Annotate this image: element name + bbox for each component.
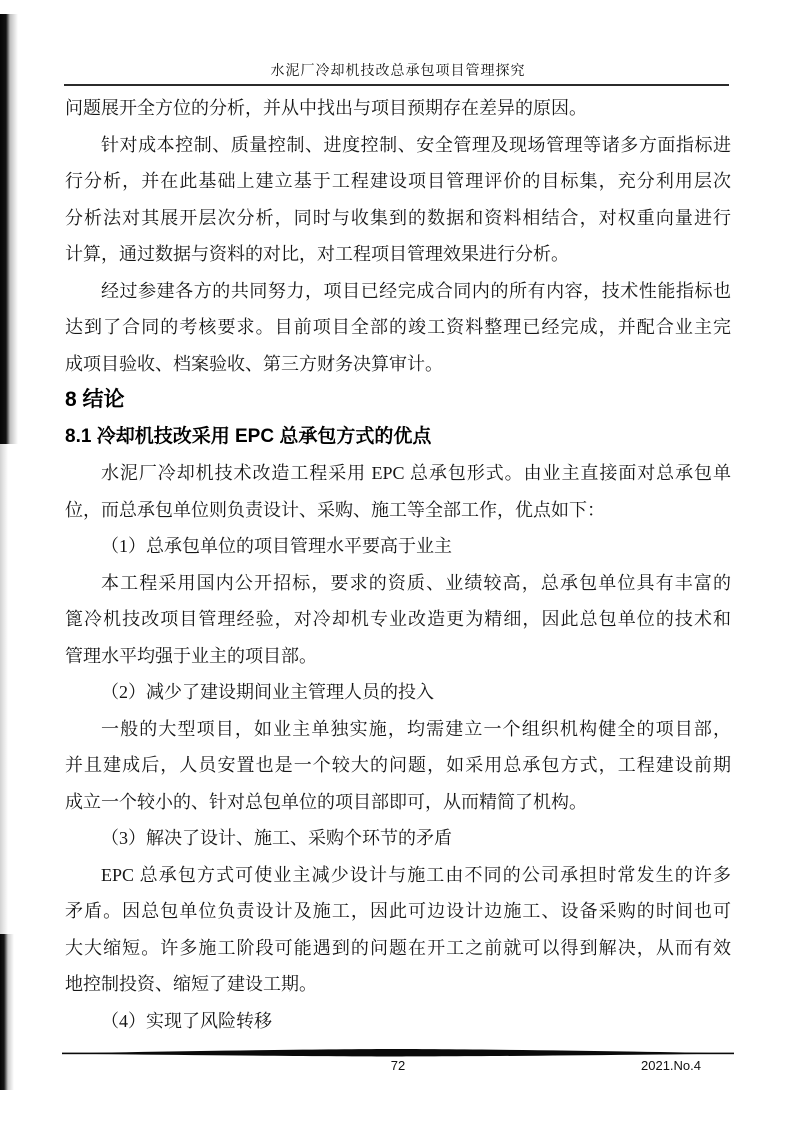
- text-line: 问题展开全方位的分析，并从中找出与项目预期存在差异的原因。: [65, 98, 587, 118]
- text-line: 管理水平均强于业主的项目部。: [65, 645, 317, 666]
- text-line: 大大缩短。许多施工阶段可能遇到的问题在开工之前就可以得到解决，从而有效: [65, 937, 731, 958]
- list-item-line: （3）解决了设计、施工、采购个环节的矛盾: [101, 828, 452, 848]
- issue-number: 2021.No.4: [641, 1058, 701, 1073]
- list-item-line: （1）总承包单位的项目管理水平要高于业主: [101, 536, 452, 556]
- text-line: 位，而总承包单位则负责设计、采购、施工等全部工作，优点如下：: [65, 499, 605, 520]
- text-line: 地控制投资、缩短了建设工期。: [65, 974, 317, 994]
- page-number: 72: [390, 1058, 406, 1073]
- subsection-heading: 8.1 冷却机技改采用 EPC 总承包方式的优点: [65, 425, 432, 447]
- text-line: 篦冷机技改项目管理经验，对冷却机专业改造更为精细，因此总包单位的技术和: [65, 609, 731, 629]
- running-head-title: 水泥厂冷却机技改总承包项目管理探究: [270, 64, 526, 79]
- page-edge-shadow-middle: [0, 444, 8, 934]
- text-line: 成项目验收、档案验收、第三方财务决算审计。: [65, 353, 443, 374]
- list-item-line: （2）减少了建设期间业主管理人员的投入: [101, 682, 434, 702]
- text-line: 成立一个较小的、针对总包单位的项目部即可，从而精简了机构。: [65, 791, 587, 812]
- list-item-line: （4）实现了风险转移: [101, 1010, 272, 1031]
- text-line: 本工程采用国内公开招标，要求的资质、业绩较高，总承包单位具有丰富的: [101, 572, 731, 593]
- header-rule: [64, 84, 729, 86]
- page-edge-shadow-bottom: [0, 934, 14, 1090]
- text-line: 一般的大型项目，如业主单独实施，均需建立一个组织机构健全的项目部，: [101, 718, 731, 739]
- body-text: [65, 90, 731, 1039]
- text-line: 计算，通过数据与资料的对比，对工程项目管理效果进行分析。: [65, 244, 569, 264]
- text-line: 经过参建各方的共同努力，项目已经完成合同内的所有内容，技术性能指标也: [101, 280, 731, 301]
- footer-rule: [62, 1049, 734, 1057]
- text-line: 并且建成后，人员安置也是一个较大的问题，如采用总承包方式，工程建设前期: [65, 755, 731, 775]
- text-line: EPC 总承包方式可使业主减少设计与施工由不同的公司承担时常发生的许多: [101, 864, 731, 885]
- text-line: 达到了合同的考核要求。目前项目全部的竣工资料整理已经完成，并配合业主完: [65, 317, 731, 337]
- text-line: 水泥厂冷却机技术改造工程采用 EPC 总承包形式。由业主直接面对总承包单: [101, 463, 731, 483]
- text-line: 矛盾。因总包单位负责设计及施工，因此可边设计边施工、设备采购的时间也可: [65, 901, 731, 921]
- page-edge-shadow-top: [0, 14, 18, 444]
- text-line: 针对成本控制、质量控制、进度控制、安全管理及现场管理等诸多方面指标进: [101, 134, 731, 155]
- section-heading: 8 结论: [65, 388, 125, 411]
- text-line: 分析法对其展开层次分析，同时与收集到的数据和资料相结合，对权重向量进行: [65, 207, 731, 228]
- text-line: 行分析，并在此基础上建立基于工程建设项目管理评价的目标集，充分利用层次: [65, 171, 731, 191]
